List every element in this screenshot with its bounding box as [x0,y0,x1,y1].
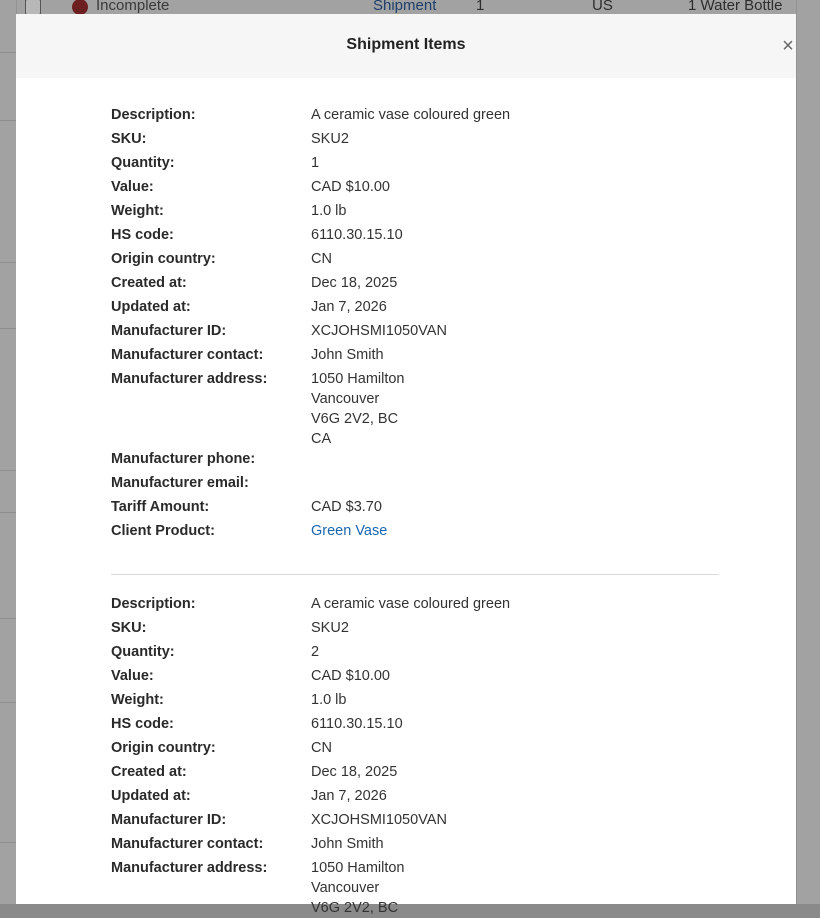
background-row-divider [0,618,16,619]
field-label: HS code: [111,716,174,732]
field-label: Origin country: [111,251,216,267]
field-value: CAD $3.70 [311,499,382,515]
modal-title: Shipment Items [346,36,466,53]
field-label: SKU: [111,131,147,147]
field-value: 1.0 lb [311,692,347,708]
field-label: Manufacturer contact: [111,347,264,363]
field-value: XCJOHSMI1050VAN [311,323,447,339]
background-row-divider [0,842,16,843]
status-error-icon [72,0,88,15]
field-label: Tariff Amount: [111,499,210,515]
field-label: Quantity: [111,155,175,171]
background-row-divider [0,470,16,471]
address-line: 1050 Hamilton [311,371,405,387]
field-value: CN [311,251,332,267]
field-label: Origin country: [111,740,216,756]
shipment-items-modal [16,14,796,916]
field-label: Created at: [111,764,187,780]
field-label: Description: [111,596,196,612]
address-line: V6G 2V2, BC [311,411,399,427]
row-country: US [592,0,613,14]
row-item: 1 Water Bottle [688,0,783,14]
field-value: John Smith [311,836,384,852]
row-checkbox[interactable] [25,0,41,15]
field-label: SKU: [111,620,147,636]
address-line: Vancouver [311,880,380,896]
row-quantity: 1 [476,0,485,14]
background-row-divider [0,512,16,513]
modal-body [16,78,796,916]
background-row-divider [0,328,16,329]
field-value: A ceramic vase coloured green [311,107,511,123]
row-status: Incomplete [96,0,170,14]
field-label: Value: [111,668,154,684]
address-line: V6G 2V2, BC [311,900,399,916]
field-label: Manufacturer contact: [111,836,264,852]
address-line: Vancouver [311,391,380,407]
address-line: CA [311,431,332,447]
field-value: 6110.30.15.10 [311,227,403,243]
field-label: Client Product: [111,523,215,539]
field-label: Weight: [111,203,164,219]
background-row-divider [0,262,16,263]
field-value: CAD $10.00 [311,179,390,195]
background-row-divider [0,120,16,121]
field-label: Manufacturer email: [111,475,249,491]
field-value: A ceramic vase coloured green [311,596,511,612]
field-value: Dec 18, 2025 [311,764,398,780]
field-value: 1.0 lb [311,203,347,219]
field-value: John Smith [311,347,384,363]
field-value: Jan 7, 2026 [311,299,387,315]
background-row-divider [0,52,16,53]
field-label: Quantity: [111,644,175,660]
field-label: HS code: [111,227,174,243]
client-product-link[interactable]: Green Vase [311,523,388,539]
row-shipment-link[interactable]: Shipment [373,0,437,14]
field-label: Manufacturer address: [111,860,268,876]
field-label: Manufacturer address: [111,371,268,387]
field-value: 1 [311,155,320,171]
background-border-right [796,0,797,904]
field-label: Value: [111,179,154,195]
field-value: 6110.30.15.10 [311,716,403,732]
field-label: Manufacturer ID: [111,323,227,339]
background-row-divider [0,702,16,703]
field-label: Updated at: [111,299,191,315]
field-label: Manufacturer phone: [111,451,256,467]
field-value: Dec 18, 2025 [311,275,398,291]
field-label: Created at: [111,275,187,291]
field-value: 2 [311,644,320,660]
field-value: SKU2 [311,131,349,147]
close-icon[interactable]: × [782,35,794,57]
item-divider [111,574,719,575]
field-label: Manufacturer ID: [111,812,227,828]
field-label: Updated at: [111,788,191,804]
field-value: CAD $10.00 [311,668,390,684]
field-label: Weight: [111,692,164,708]
field-label: Description: [111,107,196,123]
field-value: XCJOHSMI1050VAN [311,812,447,828]
modal-header [16,14,796,78]
address-line: 1050 Hamilton [311,860,405,876]
field-value: SKU2 [311,620,349,636]
field-value: Jan 7, 2026 [311,788,387,804]
field-value: CN [311,740,332,756]
